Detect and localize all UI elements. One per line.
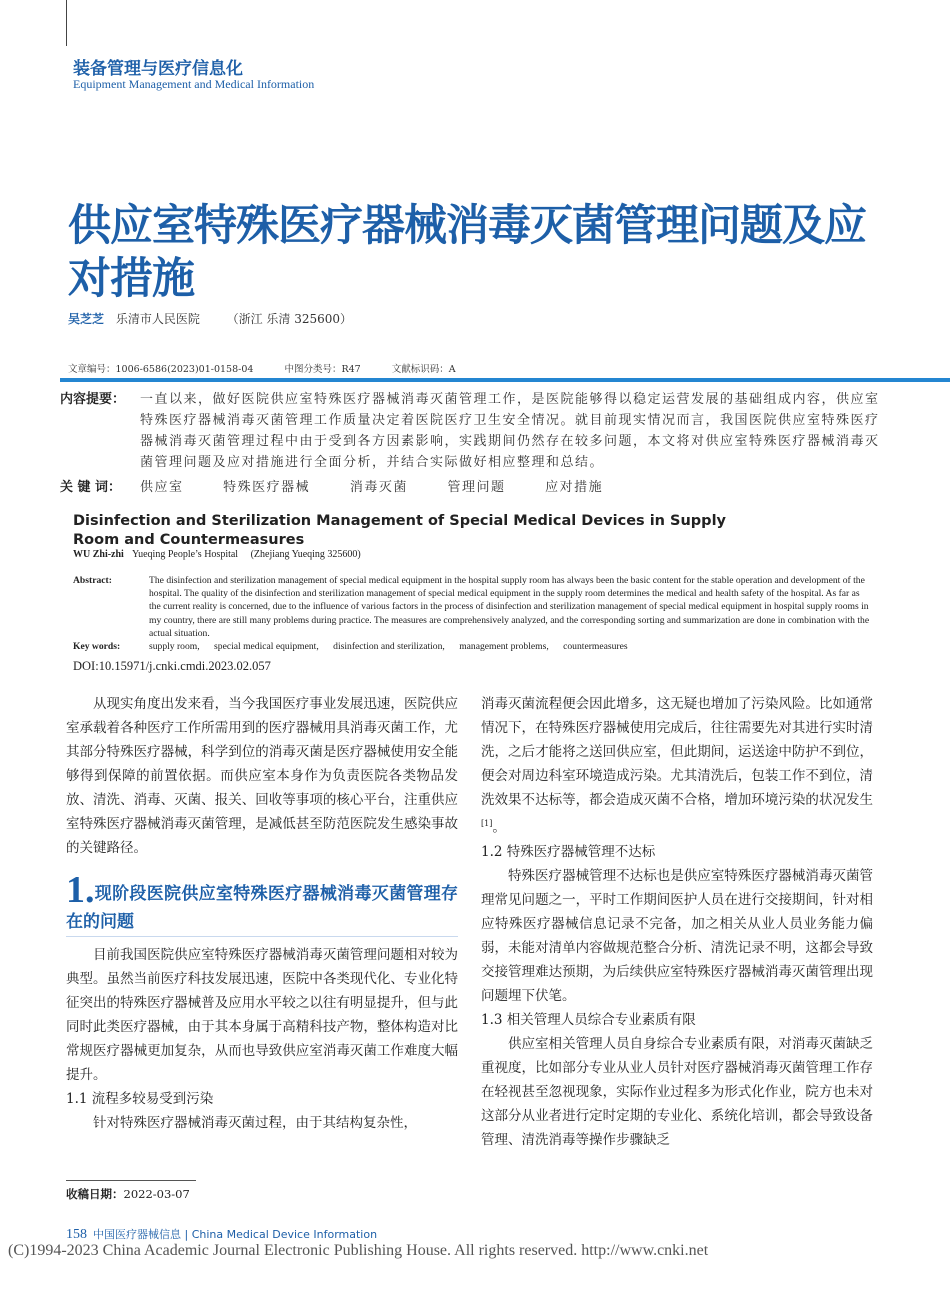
english-keywords-label: Key words: [73, 641, 121, 653]
english-location: (Zhejiang Yueqing 325600) [250, 549, 361, 560]
keyword: special medical equipment, [214, 641, 319, 653]
doi: DOI:10.15971/j.cnki.cmdi.2023.02.057 [73, 659, 271, 673]
keyword: 特殊医疗器械 [223, 480, 311, 495]
section-heading-1 [66, 869, 458, 937]
doc-code: 文献标识码：A [391, 364, 456, 375]
class-number: 中图分类号：R47 [284, 364, 361, 375]
body-column-left [66, 692, 458, 1135]
header-rule [66, 0, 67, 46]
page-footer [66, 1226, 377, 1243]
received-rule [66, 1180, 196, 1181]
section-number: 1. [66, 869, 95, 911]
subsection-heading: 1.3 相关管理人员综合专业素质有限 [481, 1011, 696, 1028]
body-paragraph: 针对特殊医疗器械消毒灭菌过程，由于其结构复杂性， [93, 1115, 417, 1131]
author-name: 吴芝芝 [68, 312, 105, 326]
abstract-zh [60, 389, 890, 498]
page-number: 158 [66, 1227, 87, 1242]
article-title: 供应室特殊医疗器械消毒灭菌管理问题及应对措施 [68, 201, 866, 304]
article-number: 文章编号：1006-6586(2023)01-0158-04 [68, 364, 254, 375]
section-title-zh: 装备管理与医疗信息化 [73, 59, 243, 79]
keyword: management problems, [459, 641, 549, 653]
author-affiliation: 乐清市人民医院 [115, 312, 200, 326]
keywords-zh [140, 477, 637, 498]
english-abstract-text: The disinfection and sterilization management of special medical equipment in the hospital supply room has always been the basic content for the stable operation and development of the hospital. The quality of the disinfection and sterilization management of special medical equipment in the supply room determines the medical and health safety of the hospital. As far as the current reality is concerned, due to the influence of various factors in the process of disinfection and sterilization management of special medical equipment in hospital supply rooms in my country, there are still many problems during practice. The measures are comprehensively analyzed, and the corresponding sorting and summarization are done in combination with the actual situation. [149, 575, 870, 639]
copyright-notice: (C)1994-2023 China Academic Journal Electronic Publishing House. All rights reserved. http://www.cnki.net [8, 1242, 709, 1259]
body-paragraph: 目前我国医院供应室特殊医疗器械消毒灭菌管理问题相对较为典型。虽然当前医疗科技发展迅速，医院中各类现代化、专业化特征突出的特殊医疗器械普及应用水平较之以往有明显提升，但与此同时此类医疗器械，由于其本身属于高精科技产物，整体构造对比常规医疗器械更加复杂，从而也导致供应室消毒灭菌工作难度大幅提升。 [66, 947, 458, 1083]
subsection-heading: 1.2 特殊医疗器械管理不达标 [481, 843, 656, 860]
body-text: 。 [492, 819, 506, 836]
citation[interactable]: [1] [481, 819, 493, 828]
english-affiliation: Yueqing People’s Hospital [131, 549, 239, 560]
header-divider [60, 378, 950, 382]
keyword: disinfection and sterilization, [333, 641, 445, 653]
keyword: 管理问题 [447, 480, 506, 495]
abstract-zh-label: 内容提要： [60, 392, 126, 407]
body-text: 消毒灭菌流程便会因此增多，这无疑也增加了污染风险。比如通常情况下，在特殊医疗器械使用完成后，往往需要先对其进行实时清洗，之后才能将之送回供应室，但此期间，运送途中防护不到位，便会对周边科室环境造成污染。尤其清洗后，包装工作不到位，清洗效果不达标等，都会造成灭菌不合格，增加环境污染的状况发生 [481, 696, 873, 808]
received-date-line [66, 1186, 190, 1202]
intro-paragraph: 从现实角度出发来看，当今我国医疗事业发展迅速，医院供应室承载着各种医疗工作所需用到的医疗器械用具消毒灭菌工作，尤其部分特殊医疗器械，科学到位的消毒灭菌是医疗器械使用安全能够得到保障的前置依据。而供应室本身作为负责医院各类物品发放、清洗、消毒、灭菌、报关、回收等事项的核心平台，注重供应室特殊医疗器械消毒灭菌管理，是减低甚至防范医院发生感染事故的关键路径。 [66, 696, 458, 856]
body-paragraph: 供应室相关管理人员自身综合专业素质有限，对消毒灭菌缺乏重视度，比如部分专业从业人员针对医疗器械消毒灭菌管理工作存在轻视甚至忽视现象，实际作业过程多为形式化作业，院方也未对这部分从业者进行定时定期的专业化、系统化培训，都会导致设备管理、清洗消毒等操作步骤缺乏 [481, 1035, 873, 1148]
subsection-heading: 1.1 流程多较易受到污染 [66, 1091, 214, 1107]
keywords-zh-label: 关 键 词： [60, 480, 122, 495]
journal-name: 中国医疗器械信息 | China Medical Device Information [93, 1228, 378, 1241]
english-keywords [149, 640, 873, 653]
english-title: Disinfection and Sterilization Management of Special Medical Devices in Supply Room and Countermeasures [73, 513, 726, 548]
received-label: 收稿日期： [66, 1187, 124, 1201]
keyword: countermeasures [563, 641, 628, 653]
author-location: （浙江 乐清 325600） [226, 312, 353, 326]
english-abstract-label: Abstract: [73, 575, 112, 586]
article-meta [68, 361, 484, 375]
keyword: supply room, [149, 641, 200, 653]
english-author: WU Zhi-zhi [73, 549, 124, 560]
body-paragraph: 特殊医疗器械管理不达标也是供应室特殊医疗器械消毒灭菌管理常见问题之一，平时工作期间医护人员在进行交接期间，针对相应特殊医疗器械信息记录不完备，加之相关从业人员业务能力偏弱，未能对清单内容做规范整合分析、清洗记录不明，这都会导致交接管理难达预期，为后续供应室特殊医疗器械消毒灭菌管理出现问题埋下伏笔。 [481, 867, 873, 1004]
author-line [68, 310, 352, 327]
keyword: 供应室 [140, 480, 184, 495]
english-abstract [73, 574, 873, 653]
keyword: 应对措施 [545, 480, 604, 495]
section-heading-text: 现阶段医院供应室特殊医疗器械消毒灭菌管理存在的问题 [66, 884, 458, 932]
body-paragraph [481, 692, 873, 840]
section-title-en: Equipment Management and Medical Information [73, 77, 315, 91]
received-date: 2022-03-07 [123, 1187, 190, 1201]
abstract-zh-text: 一直以来，做好医院供应室特殊医疗器械消毒灭菌管理工作，是医院能够得以稳定运营发展的基础组成内容，供应室特殊医疗器械消毒灭菌管理工作质量决定着医院医疗卫生安全情况。就目前现实情况而言，我国医院供应室特殊医疗器械消毒灭菌管理过程中由于受到各方因素影响，实践期间仍然存在较多问题，本文将对供应室特殊医疗器械消毒灭菌管理问题及应对措施进行全面分析，并结合实际做好相应整理和总结。 [140, 392, 880, 470]
english-author-line [73, 549, 361, 560]
keyword: 消毒灭菌 [349, 480, 408, 495]
body-column-right [481, 692, 873, 1152]
